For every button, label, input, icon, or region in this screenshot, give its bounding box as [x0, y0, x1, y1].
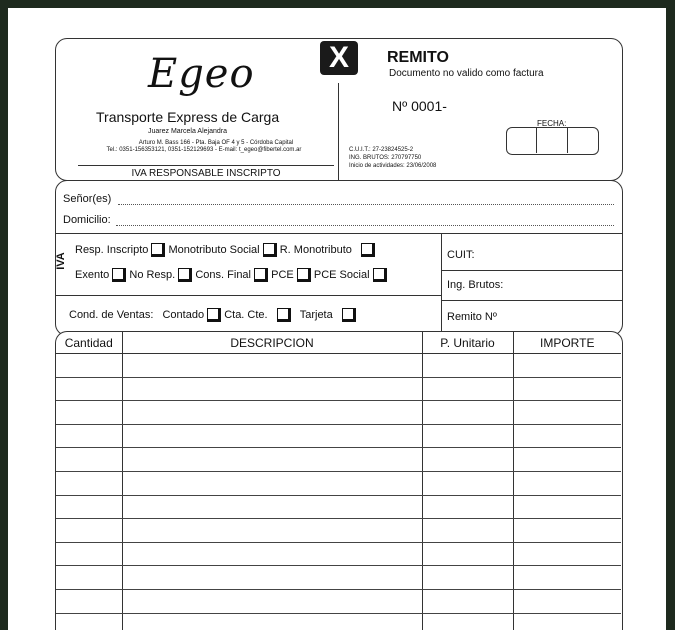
table-row[interactable] [56, 566, 621, 590]
table-row[interactable] [56, 589, 621, 613]
option-cons-final: Cons. Final [195, 268, 251, 281]
checkbox-cons-final[interactable] [254, 268, 268, 282]
iva-cond-divider [56, 295, 441, 296]
table-row[interactable] [56, 424, 621, 448]
option-monotributo-social: Monotributo Social [168, 243, 260, 256]
checkbox-contado[interactable] [207, 308, 221, 322]
iva-row-1 [75, 243, 375, 257]
letter-box: X [320, 41, 358, 75]
col-p-unitario: P. Unitario [422, 332, 513, 354]
table-row[interactable] [56, 401, 621, 425]
cond-ventas-row [69, 308, 356, 322]
items-box [55, 331, 623, 630]
checkbox-tarjeta[interactable] [342, 308, 356, 322]
col-descripcion: DESCRIPCION [122, 332, 422, 354]
cuit-label: CUIT: [447, 249, 475, 261]
client-divider [56, 233, 622, 234]
senor-line[interactable] [118, 204, 614, 205]
table-row[interactable] [56, 471, 621, 495]
domicilio-line[interactable] [116, 225, 614, 226]
table-row[interactable] [56, 495, 621, 519]
option-cta-cte: Cta. Cte. [224, 308, 268, 321]
address-line: Arturo M. Bass 166 - Pta. Baja OF 4 y 5 - Córdoba Capital [138, 140, 294, 146]
checkbox-r-monotributo[interactable] [361, 243, 375, 257]
header-box [55, 38, 623, 181]
iva-side-label: IVA [54, 252, 67, 270]
table-row[interactable] [56, 542, 621, 566]
inicio-actividades: Inicio de actividades: 23/06/2008 [349, 163, 437, 169]
fecha-label: FECHA: [537, 119, 567, 128]
checkbox-exento[interactable] [112, 268, 126, 282]
option-r-monotributo: R. Monotributo [279, 243, 352, 256]
option-resp-inscripto: Resp. Inscripto [75, 243, 149, 256]
checkbox-no-resp[interactable] [178, 268, 192, 282]
domicilio-label: Domicilio: [63, 214, 111, 226]
option-exento: Exento [75, 268, 110, 281]
table-row[interactable] [56, 613, 621, 630]
table-row[interactable] [56, 377, 621, 401]
header-vertical-divider [338, 83, 339, 180]
checkbox-resp-inscripto[interactable] [151, 243, 165, 257]
company-tagline: Transporte Express de Carga [96, 109, 280, 125]
table-row[interactable] [56, 448, 621, 472]
fecha-divider [567, 128, 568, 153]
fecha-boxes[interactable] [506, 127, 599, 155]
iva-vertical-divider [441, 233, 442, 335]
col-cantidad: Cantidad [56, 332, 122, 354]
ing-brutos-label: Ing. Brutos: [447, 279, 504, 291]
contact-line: Tel.: 0351-156353121, 0351-152129693 - E-mail: t_egeo@fibertel.com.ar [106, 147, 302, 153]
checkbox-pce-social[interactable] [373, 268, 387, 282]
option-contado: Contado [162, 308, 205, 321]
items-table [56, 332, 621, 630]
doc-title: REMITO [387, 49, 449, 66]
right-divider-2 [441, 300, 622, 301]
checkbox-pce[interactable] [297, 268, 311, 282]
client-box [55, 180, 623, 336]
option-tarjeta: Tarjeta [299, 308, 333, 321]
table-row[interactable] [56, 354, 621, 378]
checkbox-monotributo-social[interactable] [263, 243, 277, 257]
option-no-resp: No Resp. [129, 268, 176, 281]
tax-status: IVA RESPONSABLE INSCRIPTO [131, 168, 281, 179]
iva-row-2 [75, 268, 387, 282]
fecha-divider [536, 128, 537, 153]
doc-subtitle: Documento no valido como factura [389, 68, 544, 79]
checkbox-cta-cte[interactable] [277, 308, 291, 322]
doc-number: Nº 0001- [392, 98, 447, 114]
remito-form [8, 8, 666, 630]
tax-status-divider [78, 165, 334, 166]
company-logo: Egeo [148, 51, 255, 97]
senor-label: Señor(es) [63, 193, 112, 205]
cond-ventas-label: Cond. de Ventas: [69, 308, 154, 321]
option-pce-social: PCE Social [313, 268, 370, 281]
table-row[interactable] [56, 519, 621, 543]
col-importe: IMPORTE [513, 332, 621, 354]
table-header-row [56, 332, 621, 354]
owner-name: Juarez Marcela Alejandra [148, 128, 227, 135]
right-divider-1 [441, 270, 622, 271]
cuit-number: C.U.I.T.: 27-23824525-2 [349, 147, 414, 153]
ing-brutos-number: ING. BRUTOS: 270797750 [349, 155, 422, 161]
option-pce: PCE [271, 268, 294, 281]
remito-number-label: Remito Nº [447, 311, 497, 323]
